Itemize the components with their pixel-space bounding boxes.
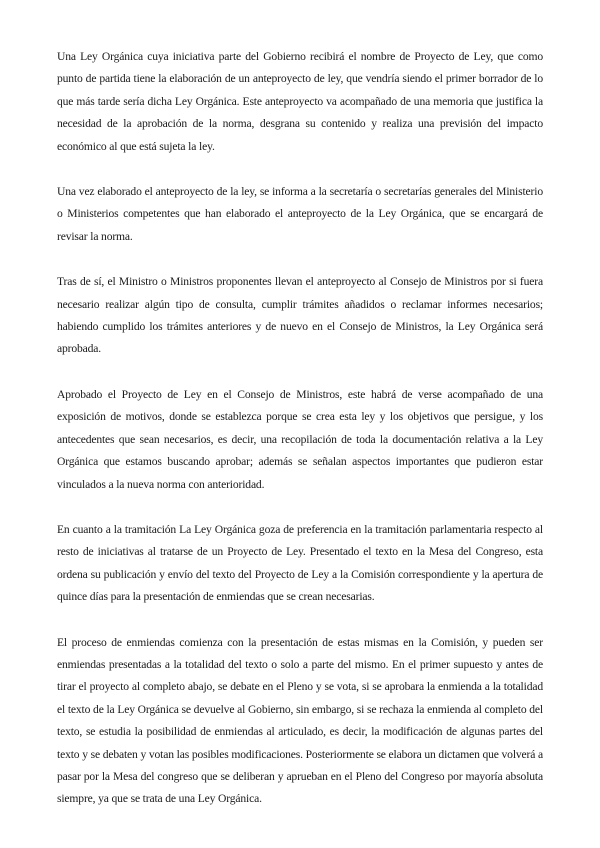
paragraph-tramitacion: En cuanto a la tramitación La Ley Orgánica goza de preferencia en la tramitación parlamentaria respecto al resto de iniciativas al tratarse de un Proyecto de Ley. Presentado el texto en la Mesa del Congreso, esta ordena su publicación y envío del texto del Proyecto de Ley a la Comisión correspondiente y la apertura de quince días para la presentación de enmiendas que se crean necesarias. [57, 522, 543, 604]
paragraph-consejo-de-ministros: Tras de sí, el Ministro o Ministros proponentes llevan el anteproyecto al Consejo de Ministros por si fuera necesario realizar algún tipo de consulta, cumplir trámites añadidos o reclamar informes necesarios; habiendo cumplido los trámites anteriores y de nuevo en el Consejo de Ministros, la Ley Orgánica será aprobada. [57, 275, 543, 356]
document-body [57, 46, 543, 811]
paragraph-proceso-de-enmiendas: El proceso de enmiendas comienza con la presentación de estas mismas en la Comisión, y pueden ser enmiendas presentadas a la totalidad del texto o solo a parte del mismo. En el primer supuesto y antes de tirar el proyecto al completo abajo, se debate en el Pleno y se vota, si se aprobara la enmienda a la totalidad el texto de la Ley Orgánica se devuelve al Gobierno, sin embargo, si se rechaza la enmienda al completo del texto, se estudia la posibilidad de enmiendas al articulado, es decir, la modificación de algunas partes del texto y se debaten y votan las posibles modificaciones. Posteriormente se elabora un dictamen que volverá a pasar por la Mesa del congreso que se deliberan y aprueban en el Pleno del Congreso por mayoría absoluta siempre, ya que se trata de una Ley Orgánica. [57, 635, 543, 806]
paragraph-exposicion-de-motivos: Aprobado el Proyecto de Ley en el Consejo de Ministros, este habrá de verse acompañado de una exposición de motivos, donde se establezca porque se crea esta ley y los objetivos que persigue, y los antecedentes que sean necesarios, es decir, una recopilación de toda la documentación relativa a la Ley Orgánica que estamos buscando aprobar; además se señalan aspectos importantes que pudieron estar vinculados a la nueva norma con anterioridad. [57, 387, 543, 491]
paragraph-secretaria-general: Una vez elaborado el anteproyecto de la ley, se informa a la secretaría o secretarías generales del Ministerio o Ministerios competentes que han elaborado el anteproyecto de la Ley Orgánica, que se encargará de revisar la norma. [57, 185, 543, 243]
paragraph-proyecto-de-ley: Una Ley Orgánica cuya iniciativa parte del Gobierno recibirá el nombre de Proyecto de Ley, que como punto de partida tiene la elaboración de un anteproyecto de ley, que vendría siendo el primer borrador de lo que más tarde sería dicha Ley Orgánica. Este anteproyecto va acompañado de una memoria que justifica la necesidad de la aprobación de la norma, desgrana su contenido y realiza una previsión del impacto económico al que está sujeta la ley. [57, 50, 543, 153]
